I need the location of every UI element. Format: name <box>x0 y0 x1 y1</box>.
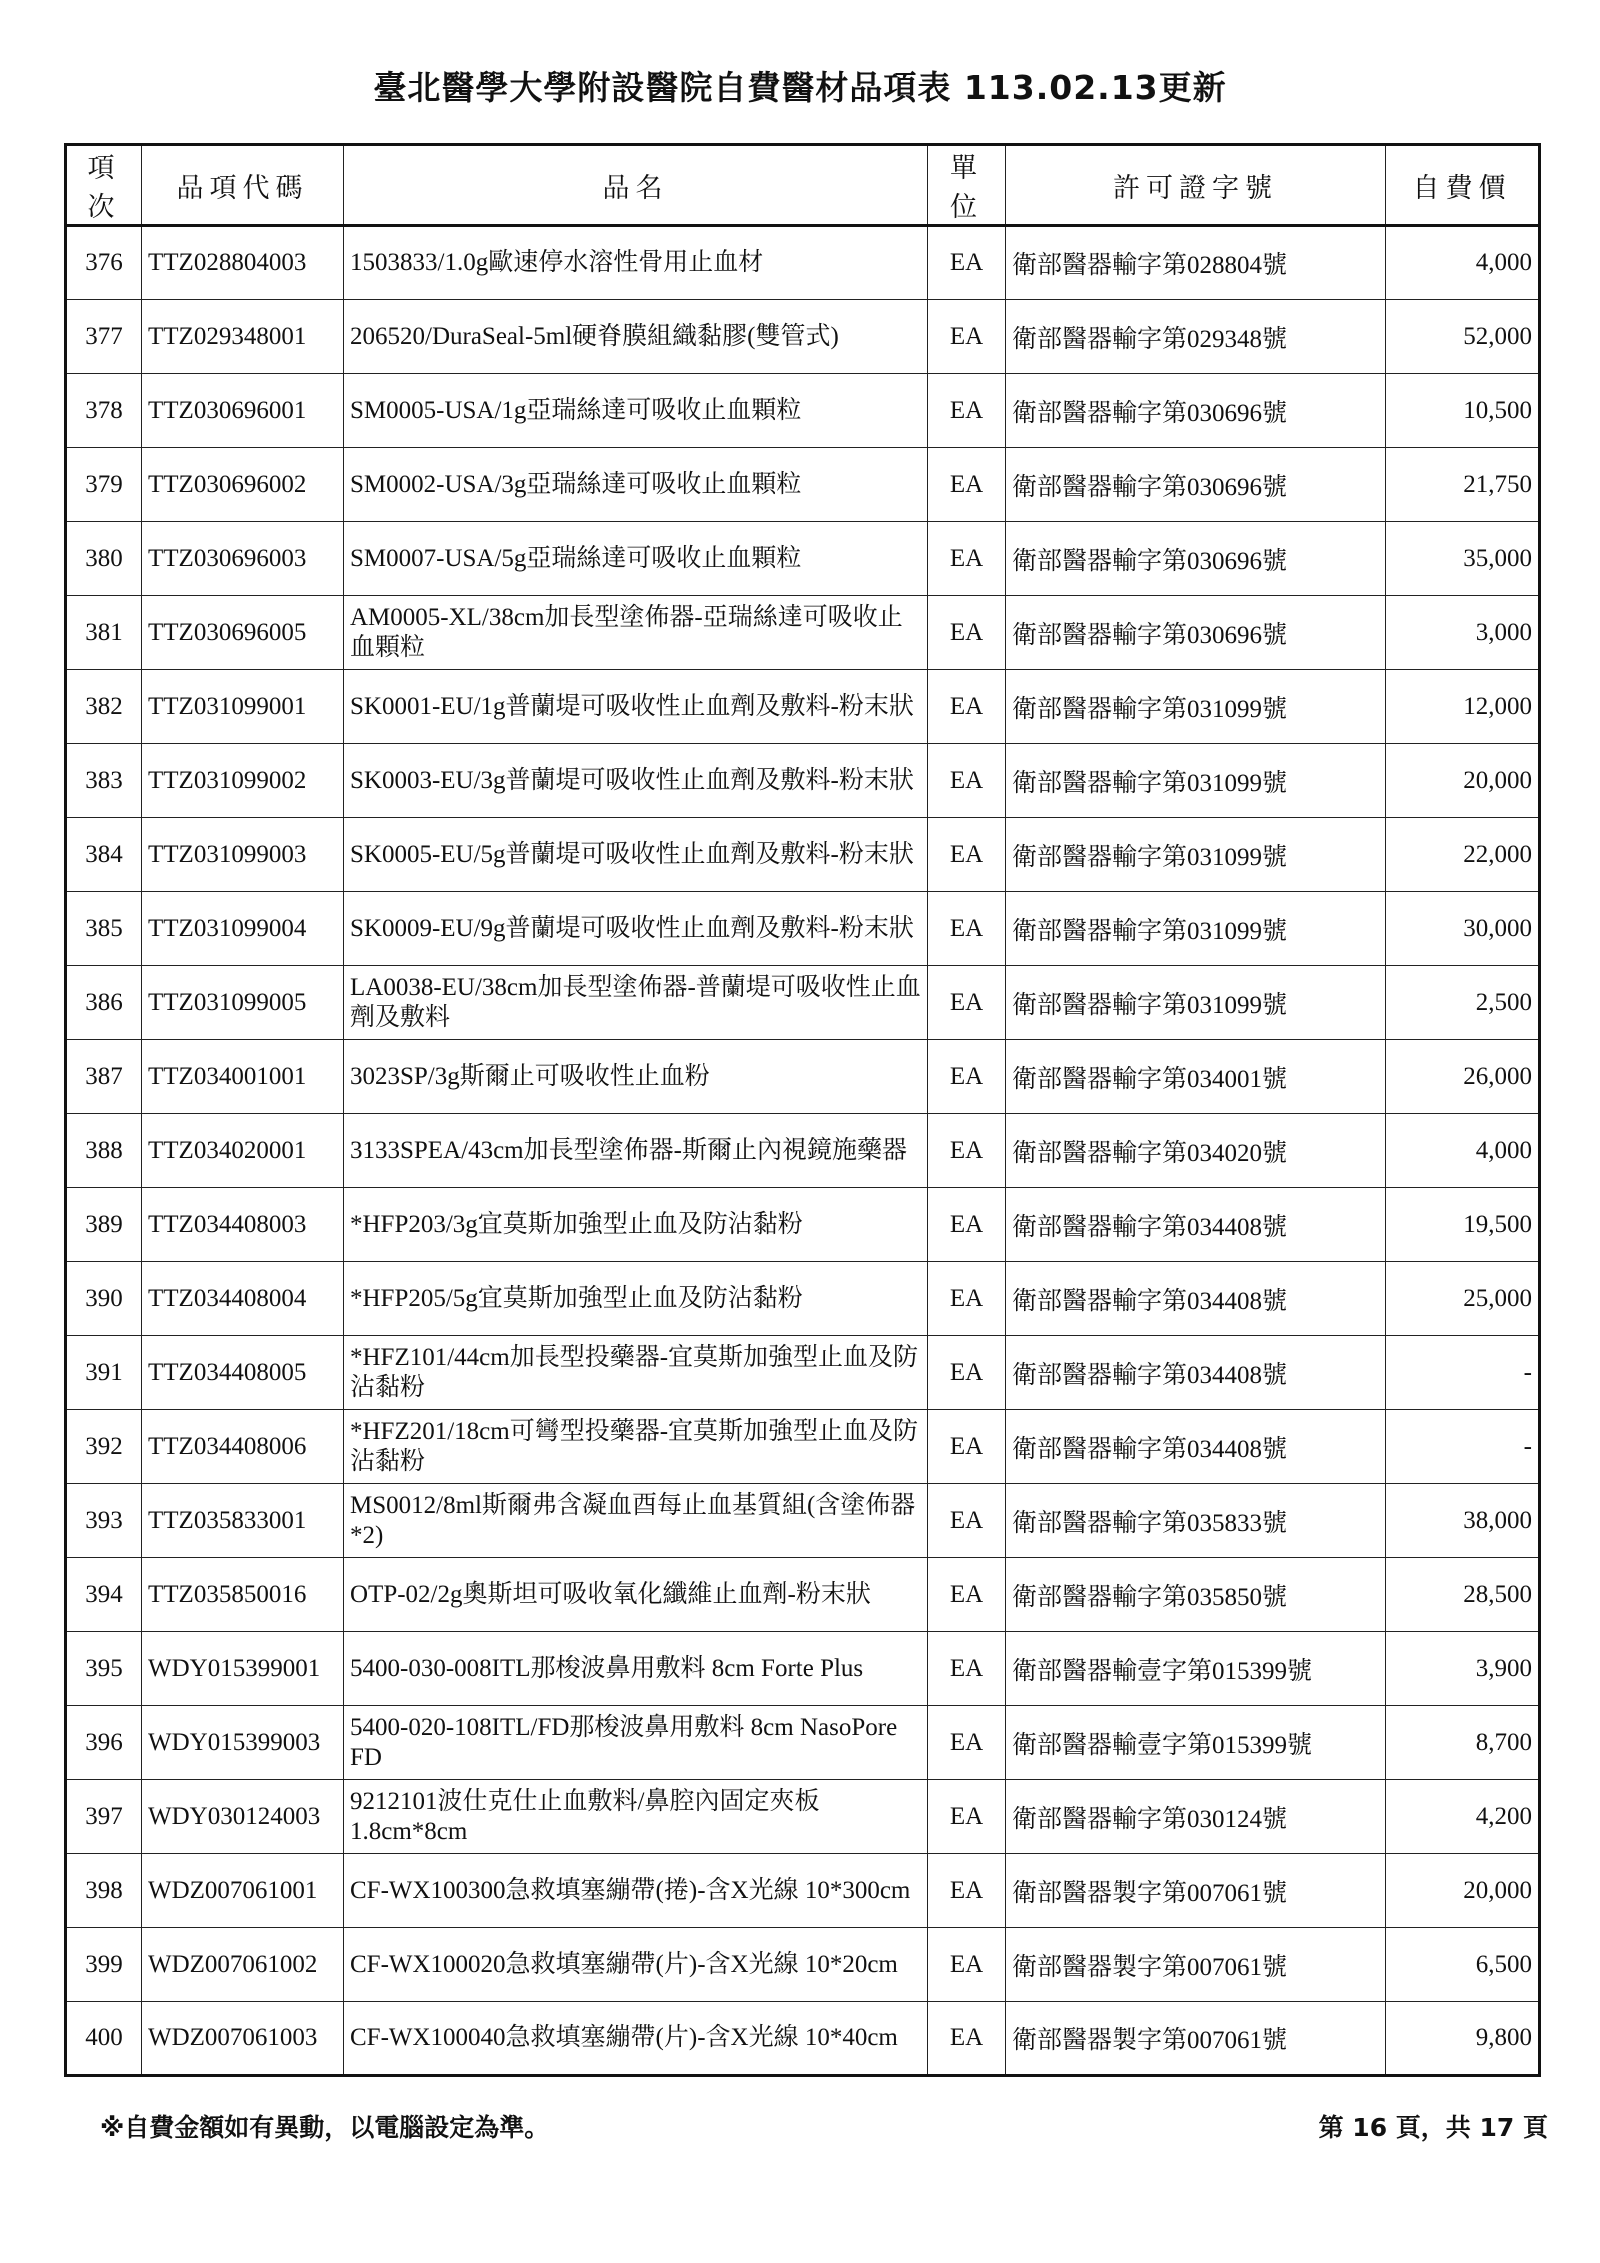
cell-item-name: 3133SPEA/43cm加長型塗佈器-斯爾止內視鏡施藥器 <box>344 1114 928 1188</box>
cell-item-no: 385 <box>66 892 142 966</box>
cell-unit: EA <box>928 1928 1006 2002</box>
cell-item-name: SK0001-EU/1g普蘭堤可吸收性止血劑及敷料-粉末狀 <box>344 670 928 744</box>
cell-unit: EA <box>928 1188 1006 1262</box>
table-row <box>66 670 1540 744</box>
cell-item-no: 379 <box>66 448 142 522</box>
cell-item-name: SM0002-USA/3g亞瑞絲達可吸收止血顆粒 <box>344 448 928 522</box>
table-body <box>66 226 1540 2076</box>
column-header-license: 許可證字號 <box>1006 145 1386 226</box>
cell-item-code: TTZ030696005 <box>142 596 344 670</box>
cell-item-code: TTZ034408005 <box>142 1336 344 1410</box>
cell-price: 3,900 <box>1386 1632 1540 1706</box>
table-row <box>66 892 1540 966</box>
table-row <box>66 1188 1540 1262</box>
cell-license-no: 衛部醫器製字第007061號 <box>1006 1928 1386 2002</box>
cell-unit: EA <box>928 1780 1006 1854</box>
cell-price: 52,000 <box>1386 300 1540 374</box>
price-table <box>64 143 1541 2077</box>
cell-item-no: 384 <box>66 818 142 892</box>
cell-item-name: SK0005-EU/5g普蘭堤可吸收性止血劑及敷料-粉末狀 <box>344 818 928 892</box>
cell-item-name: OTP-02/2g奧斯坦可吸收氧化纖維止血劑-粉末狀 <box>344 1558 928 1632</box>
cell-item-no: 381 <box>66 596 142 670</box>
cell-item-code: TTZ031099005 <box>142 966 344 1040</box>
cell-item-name: 5400-030-008ITL那梭波鼻用敷料 8cm Forte Plus <box>344 1632 928 1706</box>
cell-item-code: WDZ007061002 <box>142 1928 344 2002</box>
cell-license-no: 衛部醫器輸字第030696號 <box>1006 374 1386 448</box>
cell-price: 19,500 <box>1386 1188 1540 1262</box>
cell-item-name: LA0038-EU/38cm加長型塗佈器-普蘭堤可吸收性止血劑及敷料 <box>344 966 928 1040</box>
cell-unit: EA <box>928 300 1006 374</box>
cell-item-no: 386 <box>66 966 142 1040</box>
cell-license-no: 衛部醫器輸字第028804號 <box>1006 226 1386 300</box>
table-row <box>66 744 1540 818</box>
column-header-name: 品名 <box>344 145 928 226</box>
cell-license-no: 衛部醫器輸字第035850號 <box>1006 1558 1386 1632</box>
cell-license-no: 衛部醫器輸字第034408號 <box>1006 1410 1386 1484</box>
table-row <box>66 2002 1540 2076</box>
cell-item-no: 400 <box>66 2002 142 2076</box>
cell-item-code: TTZ031099002 <box>142 744 344 818</box>
cell-price: 22,000 <box>1386 818 1540 892</box>
cell-price: 20,000 <box>1386 744 1540 818</box>
cell-item-no: 393 <box>66 1484 142 1558</box>
page-title: 臺北醫學大學附設醫院自費醫材品項表 113.02.13更新 <box>373 68 1227 107</box>
cell-price: 4,000 <box>1386 1114 1540 1188</box>
cell-price: - <box>1386 1410 1540 1484</box>
cell-license-no: 衛部醫器輸字第030124號 <box>1006 1780 1386 1854</box>
cell-item-code: TTZ031099003 <box>142 818 344 892</box>
cell-item-no: 387 <box>66 1040 142 1114</box>
table-row <box>66 1484 1540 1558</box>
page-number: 第 16 頁，共 17 頁 <box>1318 2113 1548 2142</box>
cell-license-no: 衛部醫器輸字第031099號 <box>1006 818 1386 892</box>
cell-item-code: WDY015399001 <box>142 1632 344 1706</box>
table-row <box>66 818 1540 892</box>
cell-item-no: 398 <box>66 1854 142 1928</box>
cell-license-no: 衛部醫器輸字第031099號 <box>1006 670 1386 744</box>
cell-item-no: 380 <box>66 522 142 596</box>
table-row <box>66 226 1540 300</box>
table-row <box>66 1114 1540 1188</box>
cell-item-no: 382 <box>66 670 142 744</box>
cell-license-no: 衛部醫器製字第007061號 <box>1006 1854 1386 1928</box>
cell-unit: EA <box>928 892 1006 966</box>
cell-unit: EA <box>928 1706 1006 1780</box>
cell-price: 21,750 <box>1386 448 1540 522</box>
cell-unit: EA <box>928 1854 1006 1928</box>
cell-item-name: CF-WX100020急救填塞繃帶(片)-含X光線 10*20cm <box>344 1928 928 2002</box>
cell-item-code: TTZ031099001 <box>142 670 344 744</box>
cell-price: 26,000 <box>1386 1040 1540 1114</box>
cell-item-code: TTZ030696003 <box>142 522 344 596</box>
cell-unit: EA <box>928 374 1006 448</box>
cell-item-code: TTZ028804003 <box>142 226 344 300</box>
cell-item-name: 206520/DuraSeal-5ml硬脊膜組織黏膠(雙管式) <box>344 300 928 374</box>
table-row <box>66 300 1540 374</box>
cell-item-name: SM0005-USA/1g亞瑞絲達可吸收止血顆粒 <box>344 374 928 448</box>
column-header-code: 品項代碼 <box>142 145 344 226</box>
table-row <box>66 1040 1540 1114</box>
cell-price: 9,800 <box>1386 2002 1540 2076</box>
column-header-price: 自費價 <box>1386 145 1540 226</box>
cell-price: 4,200 <box>1386 1780 1540 1854</box>
cell-price: 35,000 <box>1386 522 1540 596</box>
cell-item-no: 376 <box>66 226 142 300</box>
cell-price: 38,000 <box>1386 1484 1540 1558</box>
cell-license-no: 衛部醫器製字第007061號 <box>1006 2002 1386 2076</box>
cell-item-code: TTZ035850016 <box>142 1558 344 1632</box>
cell-license-no: 衛部醫器輸字第030696號 <box>1006 448 1386 522</box>
cell-unit: EA <box>928 1262 1006 1336</box>
cell-item-no: 396 <box>66 1706 142 1780</box>
table-row <box>66 1558 1540 1632</box>
table-row <box>66 1410 1540 1484</box>
table-row <box>66 1336 1540 1410</box>
table-row <box>66 1780 1540 1854</box>
table-row <box>66 522 1540 596</box>
cell-item-code: TTZ030696001 <box>142 374 344 448</box>
cell-unit: EA <box>928 966 1006 1040</box>
cell-unit: EA <box>928 226 1006 300</box>
table-row <box>66 1706 1540 1780</box>
cell-item-no: 388 <box>66 1114 142 1188</box>
cell-item-no: 377 <box>66 300 142 374</box>
cell-license-no: 衛部醫器輸字第034001號 <box>1006 1040 1386 1114</box>
cell-item-no: 390 <box>66 1262 142 1336</box>
cell-license-no: 衛部醫器輸字第034020號 <box>1006 1114 1386 1188</box>
cell-item-name: SM0007-USA/5g亞瑞絲達可吸收止血顆粒 <box>344 522 928 596</box>
cell-item-code: WDZ007061003 <box>142 2002 344 2076</box>
cell-license-no: 衛部醫器輸字第034408號 <box>1006 1336 1386 1410</box>
cell-unit: EA <box>928 670 1006 744</box>
cell-item-name: 5400-020-108ITL/FD那梭波鼻用敷料 8cm NasoPore FD <box>344 1706 928 1780</box>
cell-price: 2,500 <box>1386 966 1540 1040</box>
cell-item-name: CF-WX100040急救填塞繃帶(片)-含X光線 10*40cm <box>344 2002 928 2076</box>
cell-license-no: 衛部醫器輸字第034408號 <box>1006 1262 1386 1336</box>
cell-unit: EA <box>928 448 1006 522</box>
cell-license-no: 衛部醫器輸壹字第015399號 <box>1006 1632 1386 1706</box>
cell-item-no: 378 <box>66 374 142 448</box>
cell-price: 12,000 <box>1386 670 1540 744</box>
cell-item-name: 3023SP/3g斯爾止可吸收性止血粉 <box>344 1040 928 1114</box>
cell-item-name: *HFP203/3g宜莫斯加強型止血及防沾黏粉 <box>344 1188 928 1262</box>
cell-item-name: *HFZ201/18cm可彎型投藥器-宜莫斯加強型止血及防沾黏粉 <box>344 1410 928 1484</box>
cell-item-code: TTZ034001001 <box>142 1040 344 1114</box>
cell-license-no: 衛部醫器輸字第031099號 <box>1006 744 1386 818</box>
cell-item-code: WDY030124003 <box>142 1780 344 1854</box>
cell-license-no: 衛部醫器輸字第034408號 <box>1006 1188 1386 1262</box>
cell-license-no: 衛部醫器輸字第030696號 <box>1006 522 1386 596</box>
cell-license-no: 衛部醫器輸字第029348號 <box>1006 300 1386 374</box>
cell-price: - <box>1386 1336 1540 1410</box>
table-header-row <box>66 145 1540 226</box>
cell-item-code: TTZ034408003 <box>142 1188 344 1262</box>
cell-license-no: 衛部醫器輸字第031099號 <box>1006 892 1386 966</box>
cell-unit: EA <box>928 1632 1006 1706</box>
cell-item-name: *HFZ101/44cm加長型投藥器-宜莫斯加強型止血及防沾黏粉 <box>344 1336 928 1410</box>
cell-item-code: WDY015399003 <box>142 1706 344 1780</box>
table-row <box>66 596 1540 670</box>
cell-unit: EA <box>928 818 1006 892</box>
cell-item-name: AM0005-XL/38cm加長型塗佈器-亞瑞絲達可吸收止血顆粒 <box>344 596 928 670</box>
footer-note: ※自費金額如有異動，以電腦設定為準。 <box>100 2113 550 2142</box>
cell-item-code: TTZ031099004 <box>142 892 344 966</box>
cell-license-no: 衛部醫器輸壹字第015399號 <box>1006 1706 1386 1780</box>
cell-item-no: 391 <box>66 1336 142 1410</box>
cell-item-name: MS0012/8ml斯爾弗含凝血酉每止血基質組(含塗佈器*2) <box>344 1484 928 1558</box>
cell-unit: EA <box>928 1484 1006 1558</box>
cell-unit: EA <box>928 1336 1006 1410</box>
column-header-no: 項次 <box>66 145 142 226</box>
cell-item-no: 383 <box>66 744 142 818</box>
cell-item-name: SK0009-EU/9g普蘭堤可吸收性止血劑及敷料-粉末狀 <box>344 892 928 966</box>
table-row <box>66 966 1540 1040</box>
cell-price: 25,000 <box>1386 1262 1540 1336</box>
cell-unit: EA <box>928 1040 1006 1114</box>
cell-item-name: CF-WX100300急救填塞繃帶(捲)-含X光線 10*300cm <box>344 1854 928 1928</box>
cell-price: 3,000 <box>1386 596 1540 670</box>
cell-unit: EA <box>928 744 1006 818</box>
cell-item-code: TTZ035833001 <box>142 1484 344 1558</box>
cell-item-code: TTZ034408006 <box>142 1410 344 1484</box>
cell-price: 10,500 <box>1386 374 1540 448</box>
cell-price: 30,000 <box>1386 892 1540 966</box>
cell-item-code: WDZ007061001 <box>142 1854 344 1928</box>
cell-item-code: TTZ030696002 <box>142 448 344 522</box>
cell-license-no: 衛部醫器輸字第031099號 <box>1006 966 1386 1040</box>
cell-item-no: 399 <box>66 1928 142 2002</box>
cell-item-code: TTZ034020001 <box>142 1114 344 1188</box>
table-row <box>66 448 1540 522</box>
cell-item-no: 395 <box>66 1632 142 1706</box>
cell-item-no: 394 <box>66 1558 142 1632</box>
column-header-unit: 單位 <box>928 145 1006 226</box>
cell-item-no: 392 <box>66 1410 142 1484</box>
table-row <box>66 1854 1540 1928</box>
cell-license-no: 衛部醫器輸字第030696號 <box>1006 596 1386 670</box>
cell-item-name: *HFP205/5g宜莫斯加強型止血及防沾黏粉 <box>344 1262 928 1336</box>
cell-unit: EA <box>928 596 1006 670</box>
cell-price: 20,000 <box>1386 1854 1540 1928</box>
cell-item-name: 9212101波仕克仕止血敷料/鼻腔內固定夾板 1.8cm*8cm <box>344 1780 928 1854</box>
cell-item-name: 1503833/1.0g歐速停水溶性骨用止血材 <box>344 226 928 300</box>
table-row <box>66 374 1540 448</box>
cell-item-no: 389 <box>66 1188 142 1262</box>
cell-unit: EA <box>928 522 1006 596</box>
cell-price: 6,500 <box>1386 1928 1540 2002</box>
cell-item-no: 397 <box>66 1780 142 1854</box>
cell-price: 4,000 <box>1386 226 1540 300</box>
cell-license-no: 衛部醫器輸字第035833號 <box>1006 1484 1386 1558</box>
cell-unit: EA <box>928 1114 1006 1188</box>
table-row <box>66 1262 1540 1336</box>
table-row <box>66 1632 1540 1706</box>
cell-unit: EA <box>928 1410 1006 1484</box>
cell-unit: EA <box>928 2002 1006 2076</box>
cell-price: 28,500 <box>1386 1558 1540 1632</box>
cell-item-name: SK0003-EU/3g普蘭堤可吸收性止血劑及敷料-粉末狀 <box>344 744 928 818</box>
cell-item-code: TTZ034408004 <box>142 1262 344 1336</box>
table-row <box>66 1928 1540 2002</box>
cell-price: 8,700 <box>1386 1706 1540 1780</box>
cell-item-code: TTZ029348001 <box>142 300 344 374</box>
cell-unit: EA <box>928 1558 1006 1632</box>
